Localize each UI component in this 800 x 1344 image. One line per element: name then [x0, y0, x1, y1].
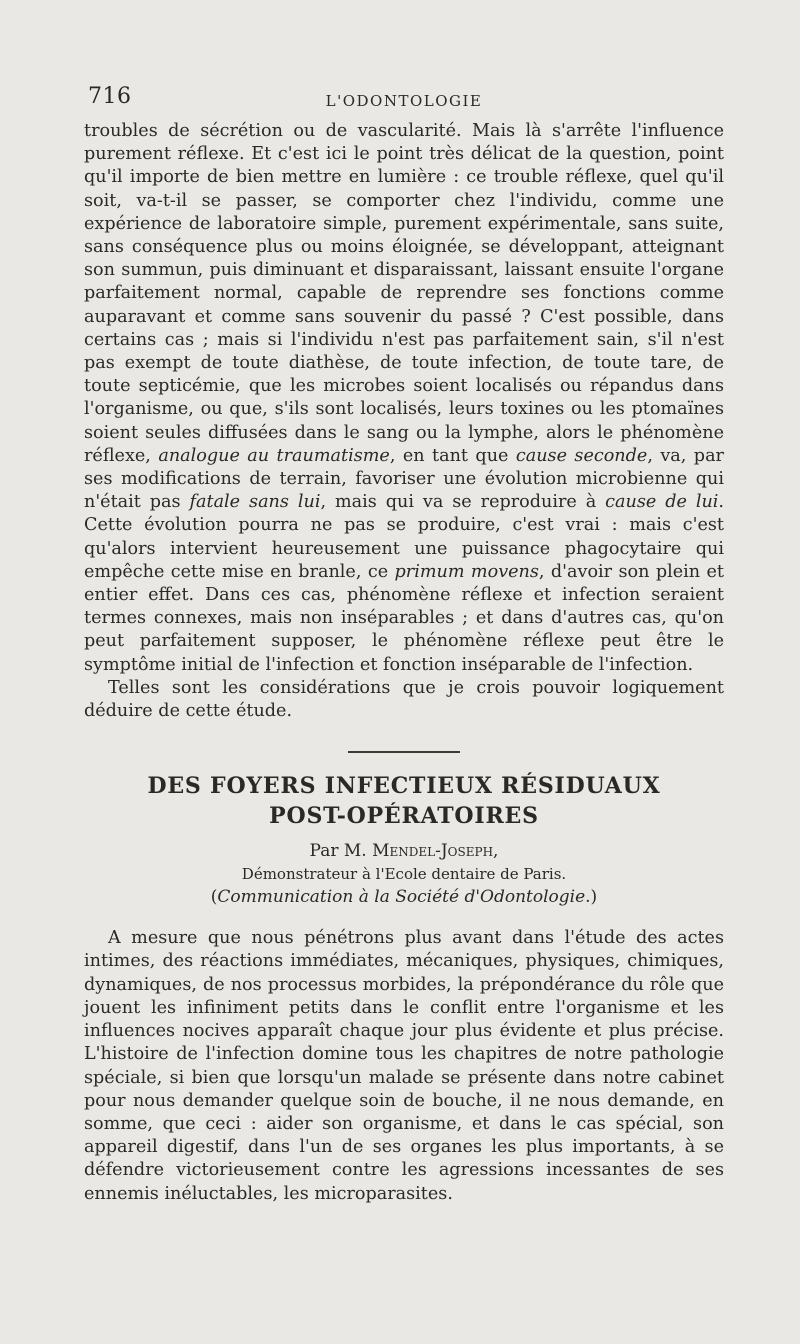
- communication-note: [84, 885, 724, 909]
- communication-text: Communication à la Société: [217, 887, 465, 908]
- author-name: Mendel-Joseph,: [372, 841, 499, 862]
- italic-run: fatale sans lui: [189, 492, 321, 513]
- text-run: , va, par ses modifications de terrain, favoriser une évolution microbienne qui n'était pas: [84, 445, 724, 513]
- article-body-paragraph: A mesure que nous pénétrons plus avant dans l'étude des actes intimes, des réactions immédiates, mécaniques, physiques, chimiques, dynamiques, de nos processus morbides, la prépondérance du rôle que jouent les infiniment petits dans le conflit entre l'organisme et les influences nocives apparaît chaque jour plus évidente et plus précise. L'histoire de l'infection domine tous les chapitres de notre pathologie spéciale, si bien que lorsqu'un malade se présente dans notre cabinet pour nous demander quelque soin de bouche, il ne nous demande, en somme, que ceci : aider son organisme, et dans le cas spécial, son appareil digestif, dans l'un de ses organes les plus importants, à se défendre victorieusement contre les agressions incessantes de ses ennemis inéluctables, les microparasites.: [84, 928, 724, 1204]
- article-title: [84, 771, 724, 831]
- author-affiliation: Démonstrateur à l'Ecole dentaire de Paris.: [241, 865, 567, 884]
- text-run: , en tant que: [389, 445, 516, 466]
- page-number: 716: [88, 84, 132, 109]
- running-head: [84, 80, 724, 120]
- paren-close: .): [585, 887, 598, 908]
- italic-run: cause de lui: [605, 492, 719, 513]
- document-page: [84, 80, 724, 1206]
- article-title-line-2: POST-OPÉRATOIRES: [269, 803, 539, 830]
- byline-prefix: Par M.: [309, 841, 373, 862]
- byline: [84, 839, 724, 863]
- continuation-paragraph: [84, 120, 724, 677]
- paren-open: (: [210, 887, 218, 908]
- section-divider: [348, 751, 460, 753]
- text-run: , d'avoir son plein et entier effet. Dans ces cas, phénomène réflexe et infection seraient termes connexes, mais non inséparables ; et dans d'autres cas, qu'on peut parfaitement supposer, le phénomène réflexe peut être le symptôme initial de l'infection et fonction inséparable de l'infection.: [84, 561, 724, 675]
- italic-run: cause seconde: [515, 445, 648, 466]
- italic-run: analogue au traumatisme: [158, 445, 390, 466]
- journal-title: L'ODONTOLOGIE: [325, 92, 483, 110]
- society-name: d'Odontologie: [464, 887, 586, 908]
- article-title-line-1: DES FOYERS INFECTIEUX RÉSIDUAUX: [147, 773, 661, 800]
- italic-run: primum movens: [394, 561, 539, 582]
- text-run: troubles de sécrétion ou de vascularité. Mais là s'arrête l'influence purement réflexe. Et c'est ici le point très délicat de la question, point qu'il importe de bien mettre en lumière : ce trouble réflexe, quel qu'il soit, va-t-il se passer, se comporter chez l'individu, comme une expérience de laboratoire simple, purement expérimentale, sans suite, sans conséquence plus ou moins éloignée, se développant, atteignant son summun, puis diminuant et disparaissant, laissant ensuite l'organe parfaitement normal, capable de reprendre ses fonctions comme auparavant et comme sans souvenir du passé ? C'est possible, dans certains cas ; mais si l'individu n'est pas parfaitement sain, s'il n'est pas exempt de toute diathèse, de toute infection, de toute tare, de toute septicémie, que les microbes soient localisés ou répandus dans l'organisme, ou que, s'ils sont localisés, leurs toxines ou les ptomaïnes soient seules diffusées dans le sang ou la lymphe, alors le phénomène réflexe,: [84, 121, 724, 466]
- text-run: , mais qui va se reproduire à: [320, 492, 606, 513]
- text-run: . Cette évolution pourra ne pas se produire, c'est vrai : mais c'est qu'alors intervient heureusement une puissance phagocytaire qui empêche cette mise en branle, ce: [84, 492, 725, 582]
- conclusion-paragraph: Telles sont les considérations que je crois pouvoir logiquement déduire de cette étude.: [84, 677, 724, 722]
